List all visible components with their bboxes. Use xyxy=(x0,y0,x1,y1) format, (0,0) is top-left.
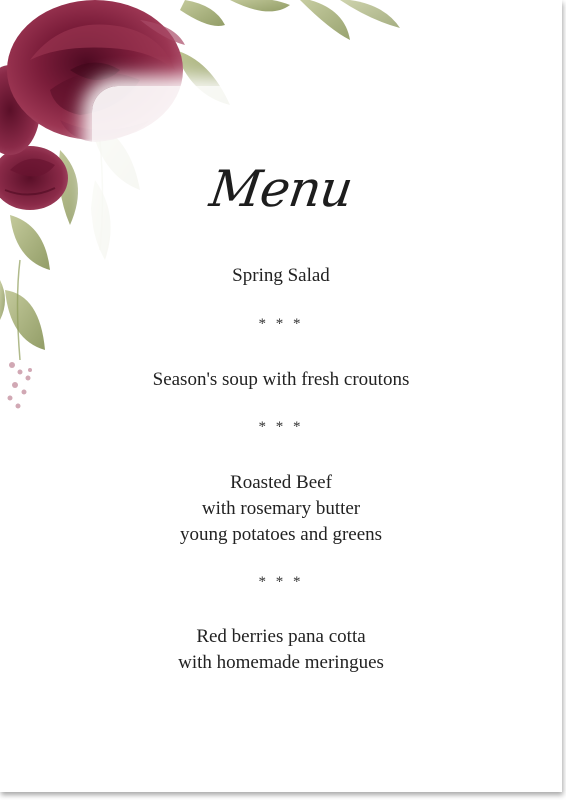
course-line: Roasted Beef xyxy=(230,472,332,493)
course-line: young potatoes and greens xyxy=(179,524,383,545)
separator: * * * xyxy=(258,316,304,332)
course-1 xyxy=(0,263,562,289)
course-4 xyxy=(0,624,562,676)
course-2 xyxy=(0,367,562,393)
course-3 xyxy=(0,470,562,548)
course-line: with homemade meringues xyxy=(178,652,384,673)
separator: * * * xyxy=(258,574,304,590)
course-line: Season's soup with fresh croutons xyxy=(152,369,410,390)
menu-title: Menu xyxy=(206,160,356,218)
course-line: Red berries pana cotta xyxy=(196,626,366,647)
course-line: with rosemary butter xyxy=(201,498,361,519)
separator: * * * xyxy=(258,419,304,435)
course-line: Spring Salad xyxy=(232,265,330,286)
